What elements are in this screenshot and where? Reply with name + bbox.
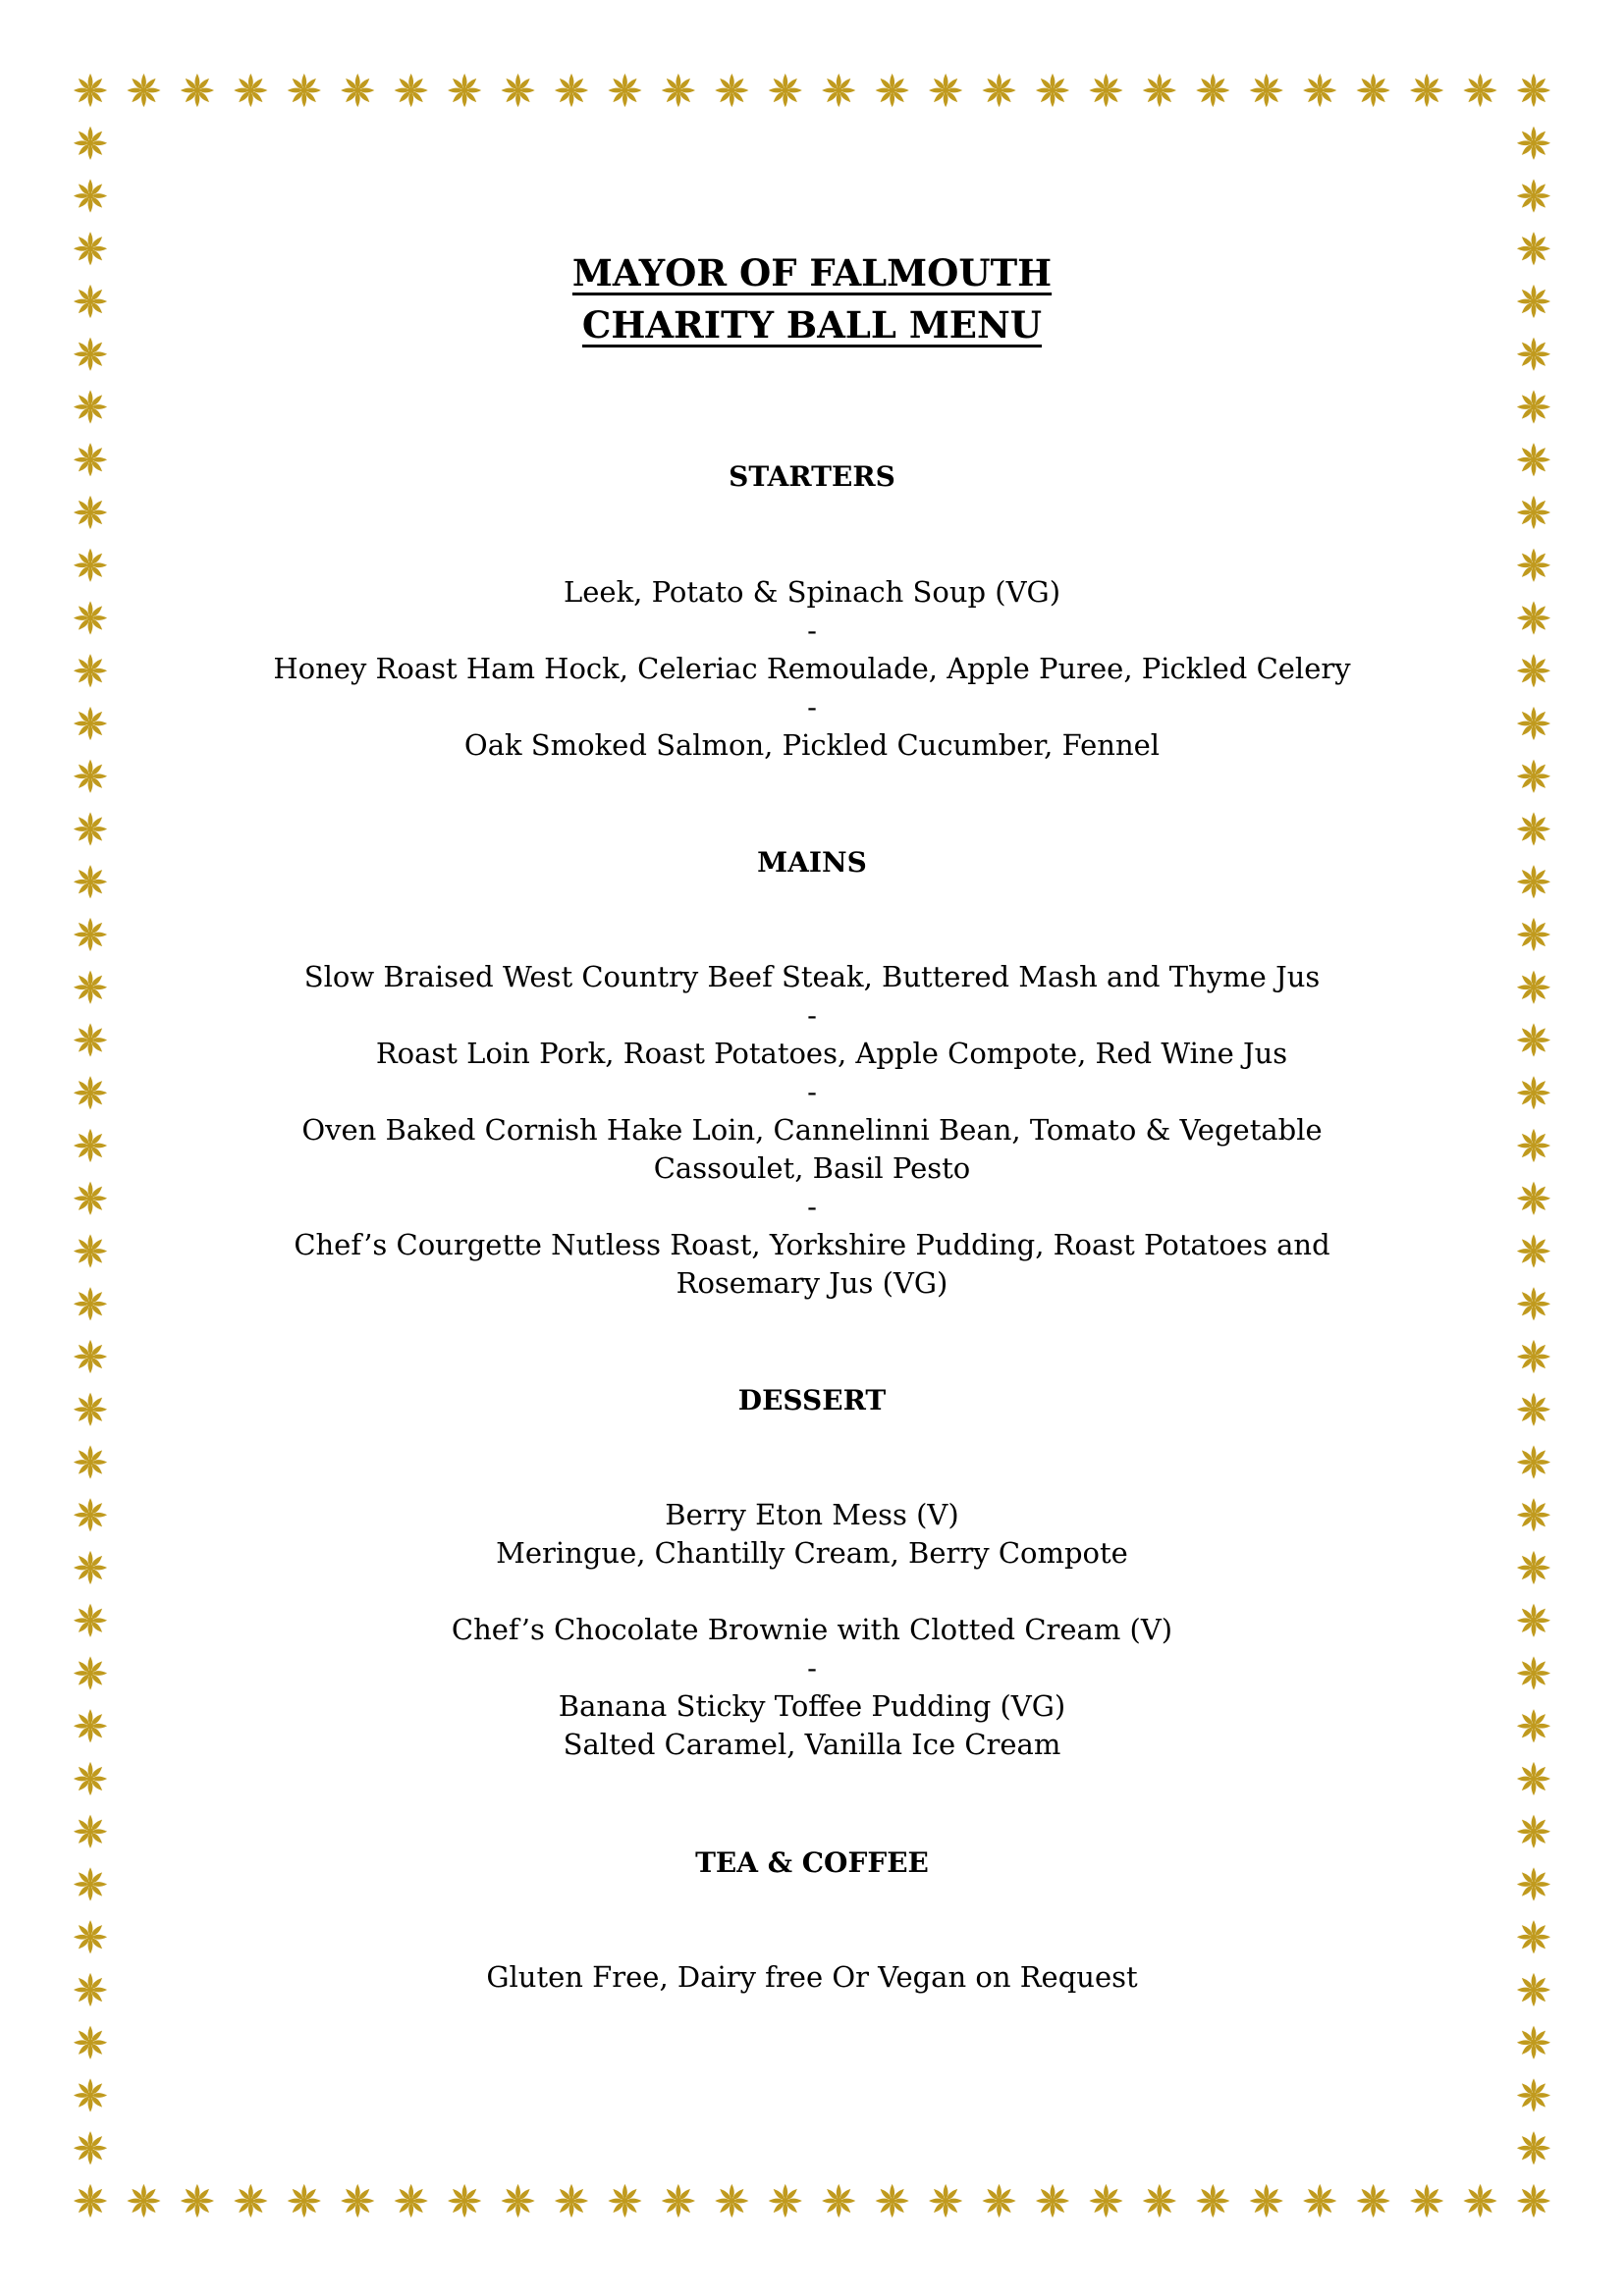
border-flower-icon bbox=[448, 74, 481, 107]
border-flower-icon bbox=[1517, 127, 1550, 160]
dessert-item-detail: Meringue, Chantilly Cream, Berry Compote bbox=[496, 1536, 1128, 1570]
border-flower-icon bbox=[1517, 2131, 1550, 2164]
border-flower-icon bbox=[822, 2184, 855, 2217]
main-separator: - bbox=[807, 1075, 817, 1108]
border-flower-icon bbox=[181, 74, 214, 107]
border-flower-icon bbox=[715, 74, 748, 107]
border-flower-icon bbox=[929, 74, 962, 107]
border-flower-icon bbox=[1357, 74, 1390, 107]
border-flower-icon bbox=[288, 74, 321, 107]
main-item-line: Cassoulet, Basil Pesto bbox=[653, 1151, 971, 1185]
border-flower-icon bbox=[608, 2184, 641, 2217]
border-flower-icon bbox=[929, 2184, 962, 2217]
border-flower-icon bbox=[1143, 2184, 1176, 2217]
border-flower-icon bbox=[1089, 2184, 1122, 2217]
border-flower-icon bbox=[1196, 74, 1229, 107]
border-flower-icon bbox=[341, 2184, 374, 2217]
border-flower-icon bbox=[234, 74, 267, 107]
border-flower-icon bbox=[127, 74, 160, 107]
border-flower-icon bbox=[74, 2131, 107, 2164]
border-flower-icon bbox=[876, 74, 909, 107]
border-flower-icon bbox=[74, 1920, 107, 1953]
border-flower-icon bbox=[341, 74, 374, 107]
dessert-item-name: Banana Sticky Toffee Pudding (VG) bbox=[558, 1689, 1066, 1723]
border-flower-icon bbox=[1517, 812, 1550, 845]
main-item: Slow Braised West Country Beef Steak, Buttered Mash and Thyme Jus bbox=[303, 960, 1321, 993]
starter-separator: - bbox=[807, 690, 817, 723]
main-item-line: Chef’s Courgette Nutless Roast, Yorkshire Pudding, Roast Potatoes and bbox=[294, 1228, 1330, 1261]
border-flower-icon bbox=[876, 2184, 909, 2217]
border-flower-icon bbox=[1517, 1762, 1550, 1795]
starter-item: Honey Roast Ham Hock, Celeriac Remoulade, Apple Puree, Pickled Celery bbox=[273, 652, 1351, 685]
border-flower-icon bbox=[1410, 2184, 1443, 2217]
border-flower-icon bbox=[74, 2078, 107, 2111]
border-flower-icon bbox=[1517, 1445, 1550, 1478]
border-flower-icon bbox=[1303, 2184, 1336, 2217]
border-flower-icon bbox=[127, 2184, 160, 2217]
border-flower-icon bbox=[74, 496, 107, 529]
border-flower-icon bbox=[74, 1340, 107, 1373]
border-flower-icon bbox=[74, 2026, 107, 2059]
border-flower-icon bbox=[1517, 2184, 1550, 2217]
border-flower-icon bbox=[74, 918, 107, 951]
border-flower-icon bbox=[1250, 2184, 1283, 2217]
border-flower-icon bbox=[74, 1762, 107, 1795]
border-flower-icon bbox=[1517, 496, 1550, 529]
border-flower-icon bbox=[662, 2184, 695, 2217]
border-flower-icon bbox=[1517, 179, 1550, 212]
border-flower-icon bbox=[1517, 2026, 1550, 2059]
dietary-note: Gluten Free, Dairy free Or Vegan on Request bbox=[486, 1960, 1138, 1994]
border-flower-icon bbox=[74, 2184, 107, 2217]
border-flower-icon bbox=[555, 74, 588, 107]
border-flower-icon bbox=[715, 2184, 748, 2217]
border-flower-icon bbox=[555, 2184, 588, 2217]
border-flower-icon bbox=[74, 179, 107, 212]
main-item: Roast Loin Pork, Roast Potatoes, Apple Compote, Red Wine Jus bbox=[375, 1037, 1288, 1070]
border-flower-icon bbox=[74, 74, 107, 107]
border-flower-icon bbox=[501, 74, 534, 107]
dessert-item-detail: Salted Caramel, Vanilla Ice Cream bbox=[563, 1728, 1061, 1761]
main-item-line: Oven Baked Cornish Hake Loin, Cannelinni Bean, Tomato & Vegetable bbox=[301, 1113, 1323, 1147]
border-flower-icon bbox=[288, 2184, 321, 2217]
main-separator: - bbox=[807, 998, 817, 1032]
starters-heading: STARTERS bbox=[729, 460, 895, 493]
dessert-item-name: Chef’s Chocolate Brownie with Clotted Cream (V) bbox=[451, 1613, 1173, 1646]
border-flower-icon bbox=[982, 2184, 1015, 2217]
border-flower-icon bbox=[1089, 74, 1122, 107]
starter-item: Leek, Potato & Spinach Soup (VG) bbox=[563, 575, 1061, 609]
dessert-heading: DESSERT bbox=[737, 1384, 887, 1416]
border-flower-icon bbox=[74, 127, 107, 160]
border-flower-icon bbox=[1517, 1920, 1550, 1953]
border-flower-icon bbox=[1357, 2184, 1390, 2217]
tea-coffee-heading: TEA & COFFEE bbox=[695, 1846, 929, 1879]
border-flower-icon bbox=[608, 74, 641, 107]
border-flower-icon bbox=[1250, 74, 1283, 107]
border-flower-icon bbox=[1196, 2184, 1229, 2217]
dessert-item-name: Berry Eton Mess (V) bbox=[665, 1498, 959, 1531]
border-flower-icon bbox=[1517, 2078, 1550, 2111]
border-flower-icon bbox=[1410, 74, 1443, 107]
border-flower-icon bbox=[1463, 2184, 1496, 2217]
border-flower-icon bbox=[448, 2184, 481, 2217]
border-flower-icon bbox=[1036, 2184, 1069, 2217]
border-flower-icon bbox=[181, 2184, 214, 2217]
main-separator: - bbox=[807, 1190, 817, 1223]
border-flower-icon bbox=[982, 74, 1015, 107]
menu-title-line-2: CHARITY BALL MENU bbox=[581, 303, 1043, 347]
border-flower-icon bbox=[1517, 1340, 1550, 1373]
border-flower-icon bbox=[769, 74, 802, 107]
border-flower-icon bbox=[1517, 390, 1550, 423]
border-flower-icon bbox=[395, 2184, 428, 2217]
border-flower-icon bbox=[769, 2184, 802, 2217]
border-flower-icon bbox=[662, 74, 695, 107]
main-item-line: Rosemary Jus (VG) bbox=[676, 1266, 948, 1300]
starter-item: Oak Smoked Salmon, Pickled Cucumber, Fennel bbox=[463, 728, 1161, 762]
border-flower-icon bbox=[1517, 74, 1550, 107]
starter-separator: - bbox=[807, 614, 817, 647]
border-flower-icon bbox=[1463, 74, 1496, 107]
border-flower-icon bbox=[501, 2184, 534, 2217]
dessert-separator: - bbox=[807, 1651, 817, 1684]
border-flower-icon bbox=[822, 74, 855, 107]
border-flower-icon bbox=[74, 390, 107, 423]
border-flower-icon bbox=[1303, 74, 1336, 107]
border-flower-icon bbox=[1143, 74, 1176, 107]
border-flower-icon bbox=[74, 1445, 107, 1478]
border-flower-icon bbox=[1517, 918, 1550, 951]
menu-title-line-1: MAYOR OF FALMOUTH bbox=[571, 251, 1053, 294]
border-flower-icon bbox=[74, 1815, 107, 1848]
border-flower-icon bbox=[1036, 74, 1069, 107]
border-flower-icon bbox=[1517, 1815, 1550, 1848]
border-flower-icon bbox=[234, 2184, 267, 2217]
mains-heading: MAINS bbox=[757, 846, 867, 879]
border-flower-icon bbox=[395, 74, 428, 107]
border-flower-icon bbox=[74, 812, 107, 845]
